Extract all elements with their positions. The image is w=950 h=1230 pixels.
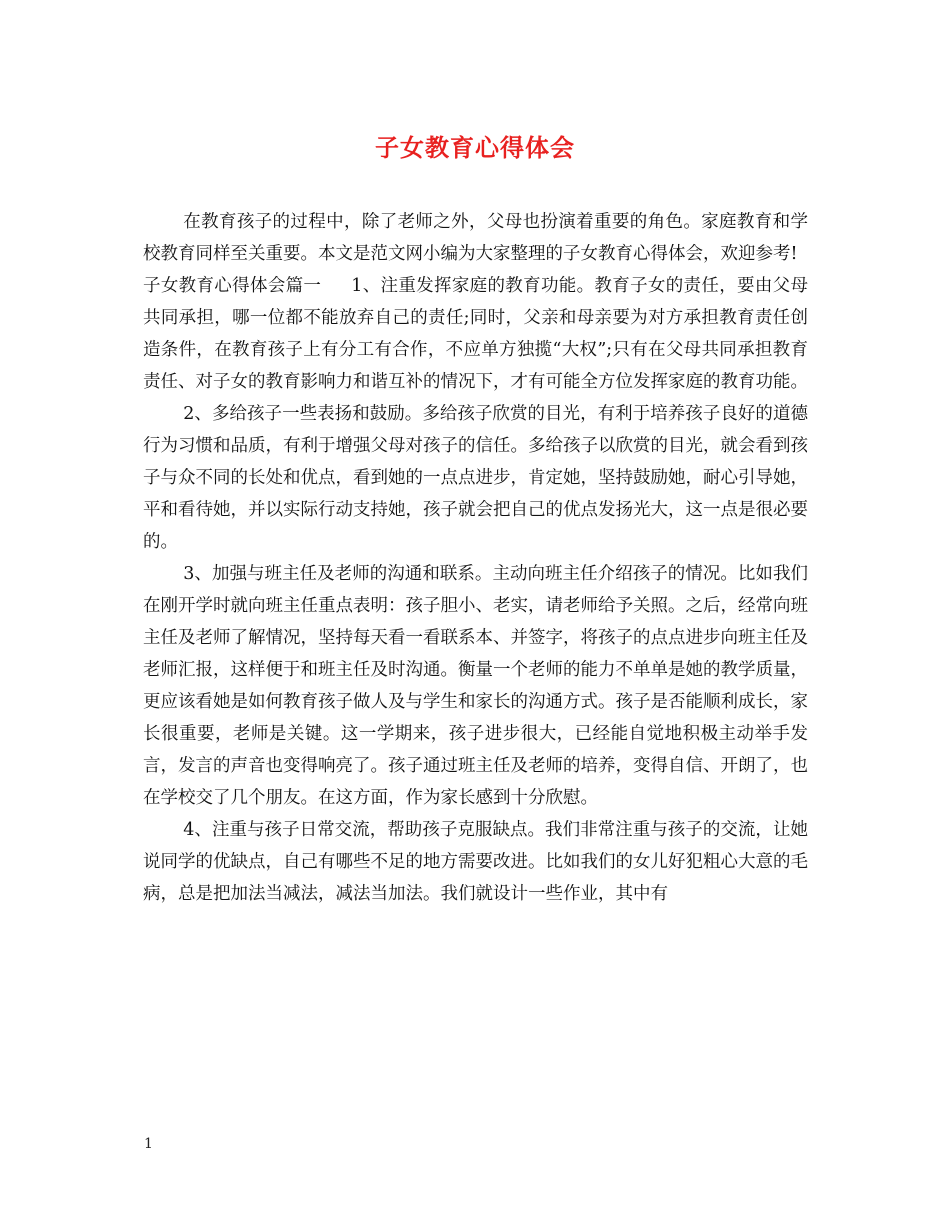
document-body [143, 206, 808, 910]
paragraph-4: 4、注重与孩子日常交流，帮助孩子克服缺点。我们非常注重与孩子的交流，让她说同学的优缺点，自己有哪些不足的地方需要改进。比如我们的女儿好犯粗心大意的毛病，总是把加法当减法，减法当加法。我们就设计一些作业，其中有 [143, 820, 808, 904]
section-heading: 子女教育心得体会篇一 [143, 276, 322, 296]
page-number: 1 [144, 1136, 153, 1152]
paragraph-2: 2、多给孩子一些表扬和鼓励。多给孩子欣赏的目光，有利于培养孩子良好的道德行为习惯和品质，有利于增强父母对孩子的信任。多给孩子以欣赏的目光，就会看到孩子与众不同的长处和优点，看到她的一点点进步，肯定她，坚持鼓励她，耐心引导她，平和看待她，并以实际行动支持她，孩子就会把自己的优点发扬光大，这一点是很必要的。 [143, 404, 808, 552]
paragraph-3: 3、加强与班主任及老师的沟通和联系。主动向班主任介绍孩子的情况。比如我们在刚开学时就向班主任重点表明：孩子胆小、老实，请老师给予关照。之后，经常向班主任及老师了解情况，坚持每天看一看联系本、并签字，将孩子的点点进步向班主任及老师汇报，这样便于和班主任及时沟通。衡量一个老师的能力不单单是她的教学质量，更应该看她是如何教育孩子做人及与学生和家长的沟通方式。孩子是否能顺利成长，家长很重要，老师是关键。这一学期来，孩子进步很大，已经能自觉地积极主动举手发言，发言的声音也变得响亮了。孩子通过班主任及老师的培养，变得自信、开朗了，也在学校交了几个朋友。在这方面，作为家长感到十分欣慰。 [143, 564, 808, 808]
intro-paragraph: 在教育孩子的过程中，除了老师之外，父母也扮演着重要的角色。家庭教育和学校教育同样至关重要。本文是范文网小编为大家整理的子女教育心得体会，欢迎参考! [143, 212, 808, 264]
section-first-paragraph-text: 1、注重发挥家庭的教育功能。教育子女的责任，要由父母共同承担，哪一位都不能放弃自己的责任;同时，父亲和母亲要为对方承担教育责任创造条件，在教育孩子上有分工有合作，不应单方独揽“大权”;只有在父母共同承担教育责任、对子女的教育影响力和谐互补的情况下，才有可能全方位发挥家庭的教育功能。 [143, 276, 808, 392]
document-title: 子女教育心得体会 [375, 133, 575, 162]
section-first-paragraph [143, 270, 808, 398]
